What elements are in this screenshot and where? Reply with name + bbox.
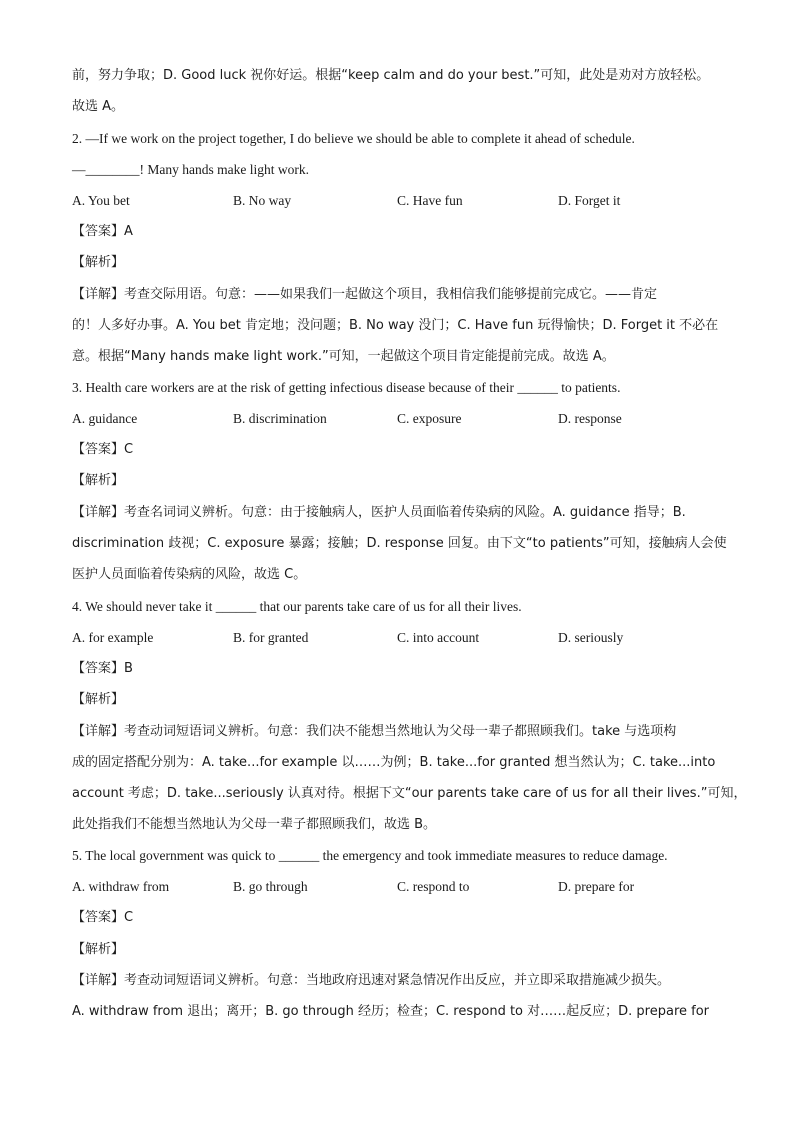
option-c: C. Have fun <box>397 193 463 208</box>
explanation-line: A. withdraw from 退出；离开；B. go through 经历；检查；C. respond to 对……起反应；D. prepare for <box>72 1004 710 1019</box>
analysis-label: 【解析】 <box>72 473 125 488</box>
option-b: B. No way <box>233 193 292 208</box>
analysis-label: 【解析】 <box>72 942 125 957</box>
question-3: 3. Health care workers are at the risk of getting infectious disease because of their ______ to patients. <box>72 380 621 395</box>
option-d: D. response <box>558 411 622 426</box>
explanation-line: 意。根据“Many hands make light work.”可知，一起做这个项目肯定能提前完成。故选 A。 <box>72 349 615 364</box>
answer-label: 【答案】A <box>72 224 133 239</box>
question-2-reply: —________! Many hands make light work. <box>72 162 309 177</box>
text-line: 故选 A。 <box>72 99 125 114</box>
question-4: 4. We should never take it ______ that our parents take care of us for all their lives. <box>72 599 522 614</box>
option-d: D. seriously <box>558 630 624 645</box>
question-5: 5. The local government was quick to ______ the emergency and took immediate measures to reduce damage. <box>72 848 668 863</box>
option-a: A. You bet <box>72 193 130 208</box>
explanation-line: 此处指我们不能想当然地认为父母一辈子都照顾我们，故选 B。 <box>72 817 437 832</box>
analysis-label: 【解析】 <box>72 692 125 707</box>
option-d: D. prepare for <box>558 879 635 894</box>
explanation-line: 成的固定搭配分别为：A. take...for example 以……为例；B. take...for granted 想当然认为；C. take...into <box>72 755 716 770</box>
option-b: B. for granted <box>233 630 309 645</box>
answer-label: 【答案】B <box>72 661 133 676</box>
explanation-line: 【详解】考查动词短语词义辨析。句意：我们决不能想当然地认为父母一辈子都照顾我们。take 与选项构 <box>72 724 677 739</box>
option-b: B. discrimination <box>233 411 327 426</box>
option-d: D. Forget it <box>558 193 621 208</box>
option-a: A. withdraw from <box>72 879 170 894</box>
explanation-line: 【详解】考查交际用语。句意：——如果我们一起做这个项目，我相信我们能够提前完成它。——肯定 <box>72 287 658 302</box>
answer-label: 【答案】C <box>72 910 134 925</box>
option-c: C. exposure <box>397 411 462 426</box>
option-b: B. go through <box>233 879 308 894</box>
option-a: A. for example <box>72 630 154 645</box>
option-c: C. into account <box>397 630 480 645</box>
question-2: 2. —If we work on the project together, I do believe we should be able to complete it ahead of schedule. <box>72 131 635 146</box>
option-a: A. guidance <box>72 411 138 426</box>
explanation-line: 医护人员面临着传染病的风险，故选 C。 <box>72 567 307 582</box>
explanation-line: 的！人多好办事。A. You bet 肯定地；没问题；B. No way 没门；C. Have fun 玩得愉快；D. Forget it 不必在 <box>72 318 719 333</box>
text-line: 前，努力争取；D. Good luck 祝你好运。根据“keep calm and do your best.”可知，此处是劝对方放轻松。 <box>72 68 710 83</box>
analysis-label: 【解析】 <box>72 255 125 270</box>
option-c: C. respond to <box>397 879 470 894</box>
answer-label: 【答案】C <box>72 442 134 457</box>
explanation-line: discrimination 歧视；C. exposure 暴露；接触；D. response 回复。由下文“to patients”可知，接触病人会使 <box>72 536 727 551</box>
explanation-line: 【详解】考查名词词义辨析。句意：由于接触病人，医护人员面临着传染病的风险。A. guidance 指导；B. <box>72 505 686 520</box>
explanation-line: 【详解】考查动词短语词义辨析。句意：当地政府迅速对紧急情况作出反应，并立即采取措施减少损失。 <box>72 973 671 988</box>
explanation-line: account 考虑；D. take...seriously 认真对待。根据下文“our parents take care of us for all their lives.”可知， <box>72 786 747 801</box>
